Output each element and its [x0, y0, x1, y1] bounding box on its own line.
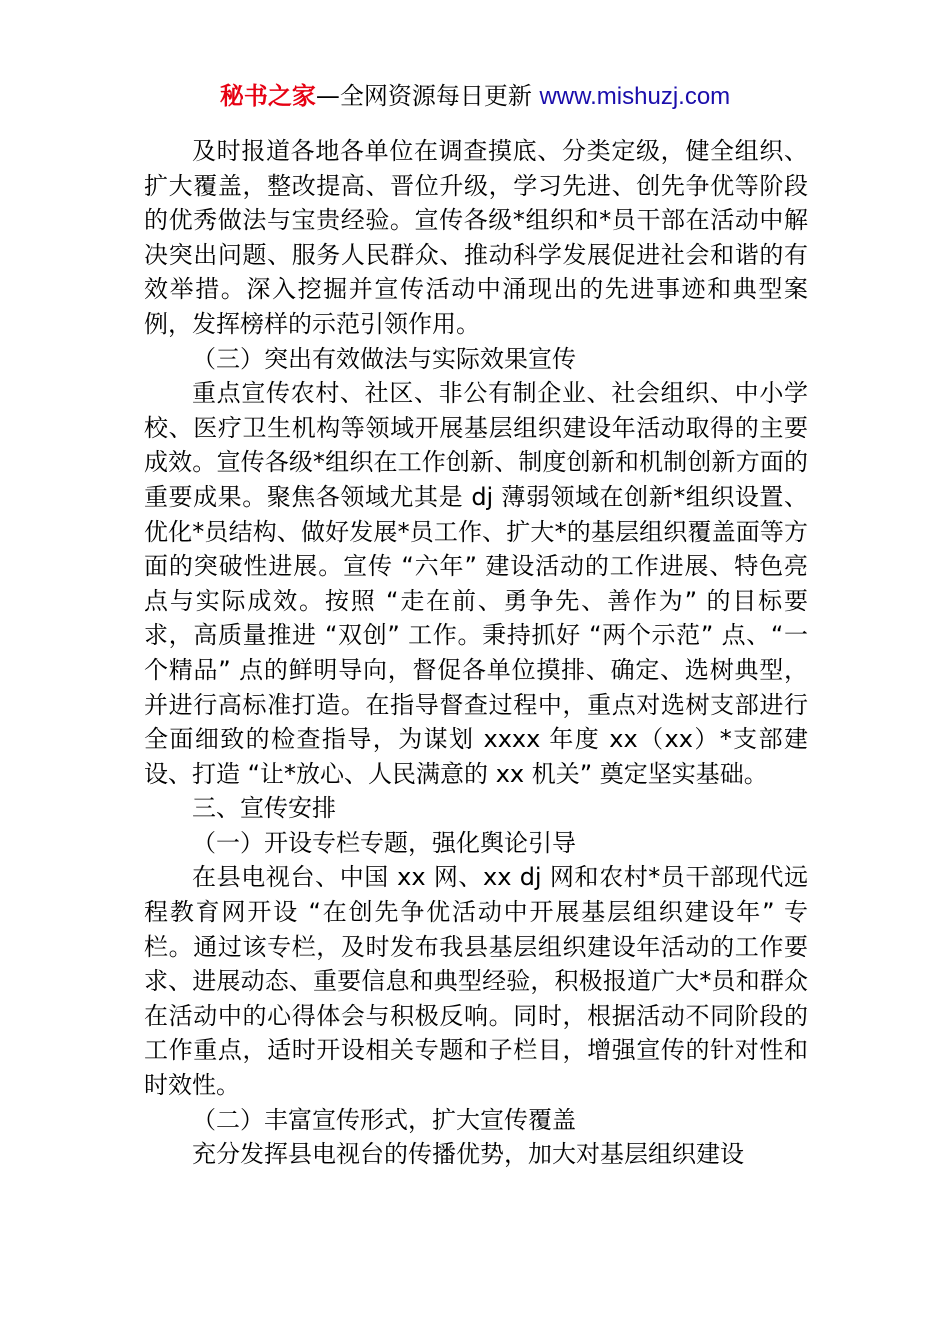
section-heading-arrangements: 三、宣传安排: [192, 794, 336, 823]
site-header: [0, 78, 950, 115]
site-url-link[interactable]: www.mishuzj.com: [539, 83, 731, 110]
site-tagline: —全网资源每日更新: [315, 82, 540, 110]
paragraph-key-publicity: 重点宣传农村、社区、非公有制企业、社会组织、中小学校、医疗卫生机构等领域开展基层组织建设年活动取得的主要成效。宣传各级*组织在工作创新、制度创新和机制创新方面的重要成果。聚焦各领域尤其是 dj 薄弱领域在创新*组织设置、优化*员结构、做好发展*员工作、扩大*的基层组织覆盖面等方面的突破性进展。宣传 “六年” 建设活动的工作进展、特色亮点与实际成效。按照 “走在前、勇争先、善作为” 的目标要求，高质量推进 “双创” 工作。秉持抓好 “两个示范” 点、“一个精品” 点的鲜明导向，督促各单位摸排、确定、选树典型，并进行高标准打造。在指导督查过程中，重点对选树支部进行全面细致的检查指导，为谋划 xxxx 年度 xx（xx）*支部建设、打造 “让*放心、人民满意的 xx 机关” 奠定坚实基础。: [144, 379, 808, 788]
paragraph-columns: 在县电视台、中国 xx 网、xx dj 网和农村*员干部现代远程教育网开设 “在创先争优活动中开展基层组织建设年” 专栏。通过该专栏，及时发布我县基层组织建设年活动的工作要求、进展动态、重要信息和典型经验，积极报道广大*员和群众在活动中的心得体会与积极反响。同时，根据活动不同阶段的工作重点，适时开设相关专题和子栏目，增强宣传的针对性和时效性。: [144, 863, 808, 1100]
section-heading-effective-practices: （三）突出有效做法与实际效果宣传: [192, 344, 576, 373]
site-brand: 秘书之家: [219, 82, 316, 110]
paragraph-forms: 充分发挥县电视台的传播优势，加大对基层组织建设: [192, 1140, 744, 1169]
paragraph-report-experience: 及时报道各地各单位在调查摸底、分类定级，健全组织、扩大覆盖，整改提高、晋位升级，学习先进、创先争优等阶段的优秀做法与宝贵经验。宣传各级*组织和*员干部在活动中解决突出问题、服务人民群众、推动科学发展促进社会和谐的有效举措。深入挖掘并宣传活动中涌现出的先进事迹和典型案例，发挥榜样的示范引领作用。: [144, 137, 808, 338]
subsection-heading-forms: （二）丰富宣传形式，扩大宣传覆盖: [192, 1105, 576, 1134]
subsection-heading-columns: （一）开设专栏专题，强化舆论引导: [192, 828, 576, 857]
document-body: [144, 134, 808, 1172]
